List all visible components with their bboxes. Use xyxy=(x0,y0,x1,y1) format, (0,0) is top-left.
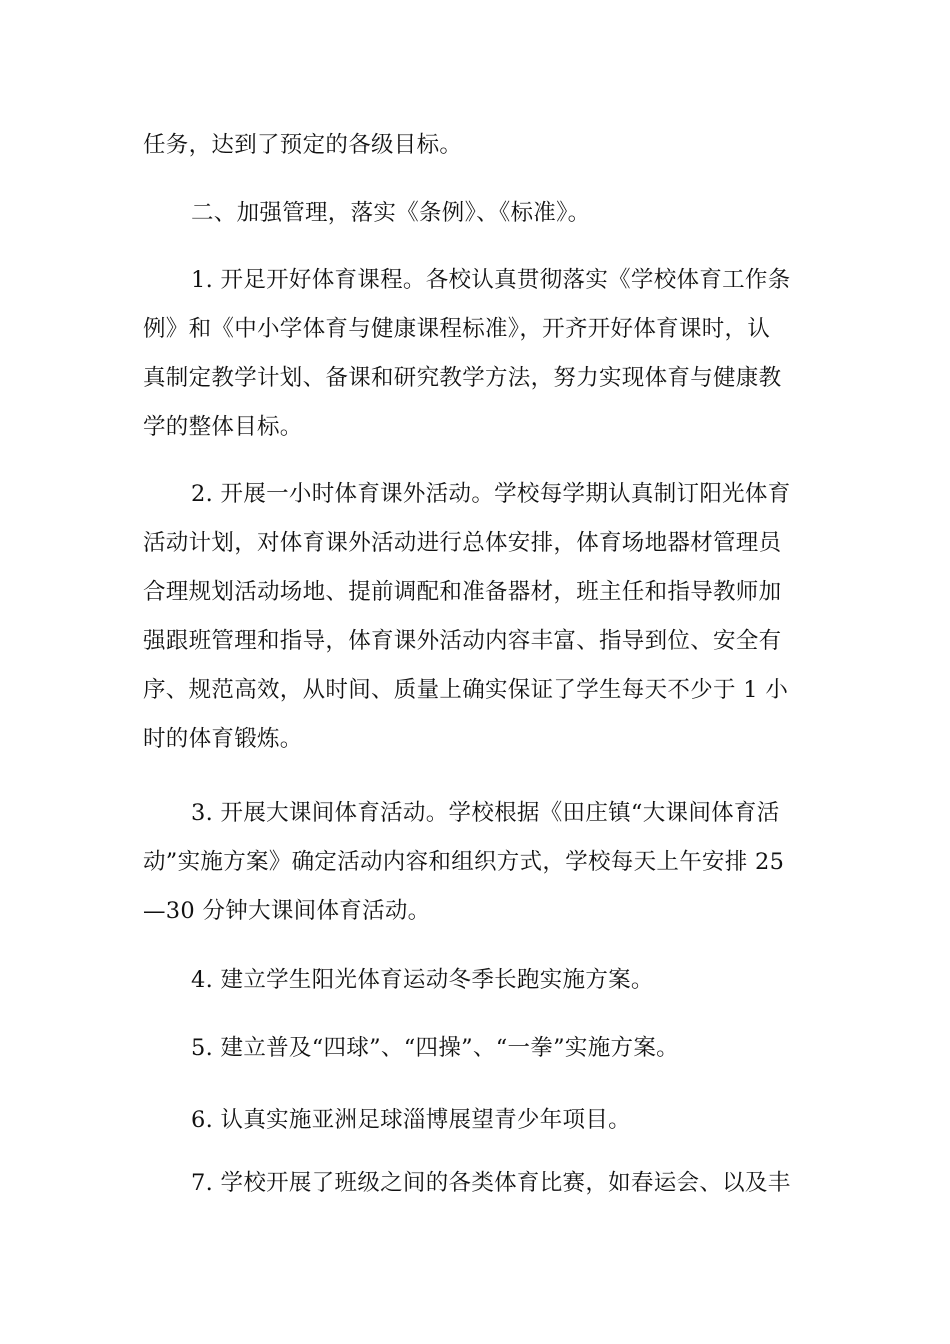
text-line: 动”实施方案》确定活动内容和组织方式，学校每天上午安排 25 xyxy=(143,849,785,875)
text-line: 强跟班管理和指导，体育课外活动内容丰富、指导到位、安全有 xyxy=(143,628,782,654)
text-line: 7. 学校开展了班级之间的各类体育比赛，如春运会、以及丰 xyxy=(191,1170,791,1196)
text-line: 2. 开展一小时体育课外活动。学校每学期认真制订阳光体育 xyxy=(191,481,791,507)
text-line: 6. 认真实施亚洲足球淄博展望青少年项目。 xyxy=(191,1107,631,1133)
text-line: 时的体育锻炼。 xyxy=(143,726,303,752)
text-line: 任务，达到了预定的各级目标。 xyxy=(143,132,463,158)
text-line: 合理规划活动场地、提前调配和准备器材，班主任和指导教师加 xyxy=(143,579,782,605)
text-line: 序、规范高效，从时间、质量上确实保证了学生每天不少于 1 小 xyxy=(143,677,789,703)
text-line: 例》和《中小学体育与健康课程标准》，开齐开好体育课时，认 xyxy=(143,316,771,342)
text-line: 3. 开展大课间体育活动。学校根据《田庄镇“大课间体育活 xyxy=(191,800,780,826)
text-line: 4. 建立学生阳光体育运动冬季长跑实施方案。 xyxy=(191,967,654,993)
text-line: 1. 开足开好体育课程。各校认真贯彻落实《学校体育工作条 xyxy=(191,267,791,293)
text-line: —30 分钟大课间体育活动。 xyxy=(143,898,431,924)
text-line: 活动计划，对体育课外活动进行总体安排，体育场地器材管理员 xyxy=(143,530,782,556)
text-line: 真制定教学计划、备课和研究教学方法，努力实现体育与健康教 xyxy=(143,365,782,391)
text-line: 5. 建立普及“四球”、“四操”、“一拳”实施方案。 xyxy=(191,1035,679,1061)
section-heading: 二、加强管理，落实《条例》、《标准》。 xyxy=(191,200,591,226)
text-line: 学的整体目标。 xyxy=(143,414,303,440)
